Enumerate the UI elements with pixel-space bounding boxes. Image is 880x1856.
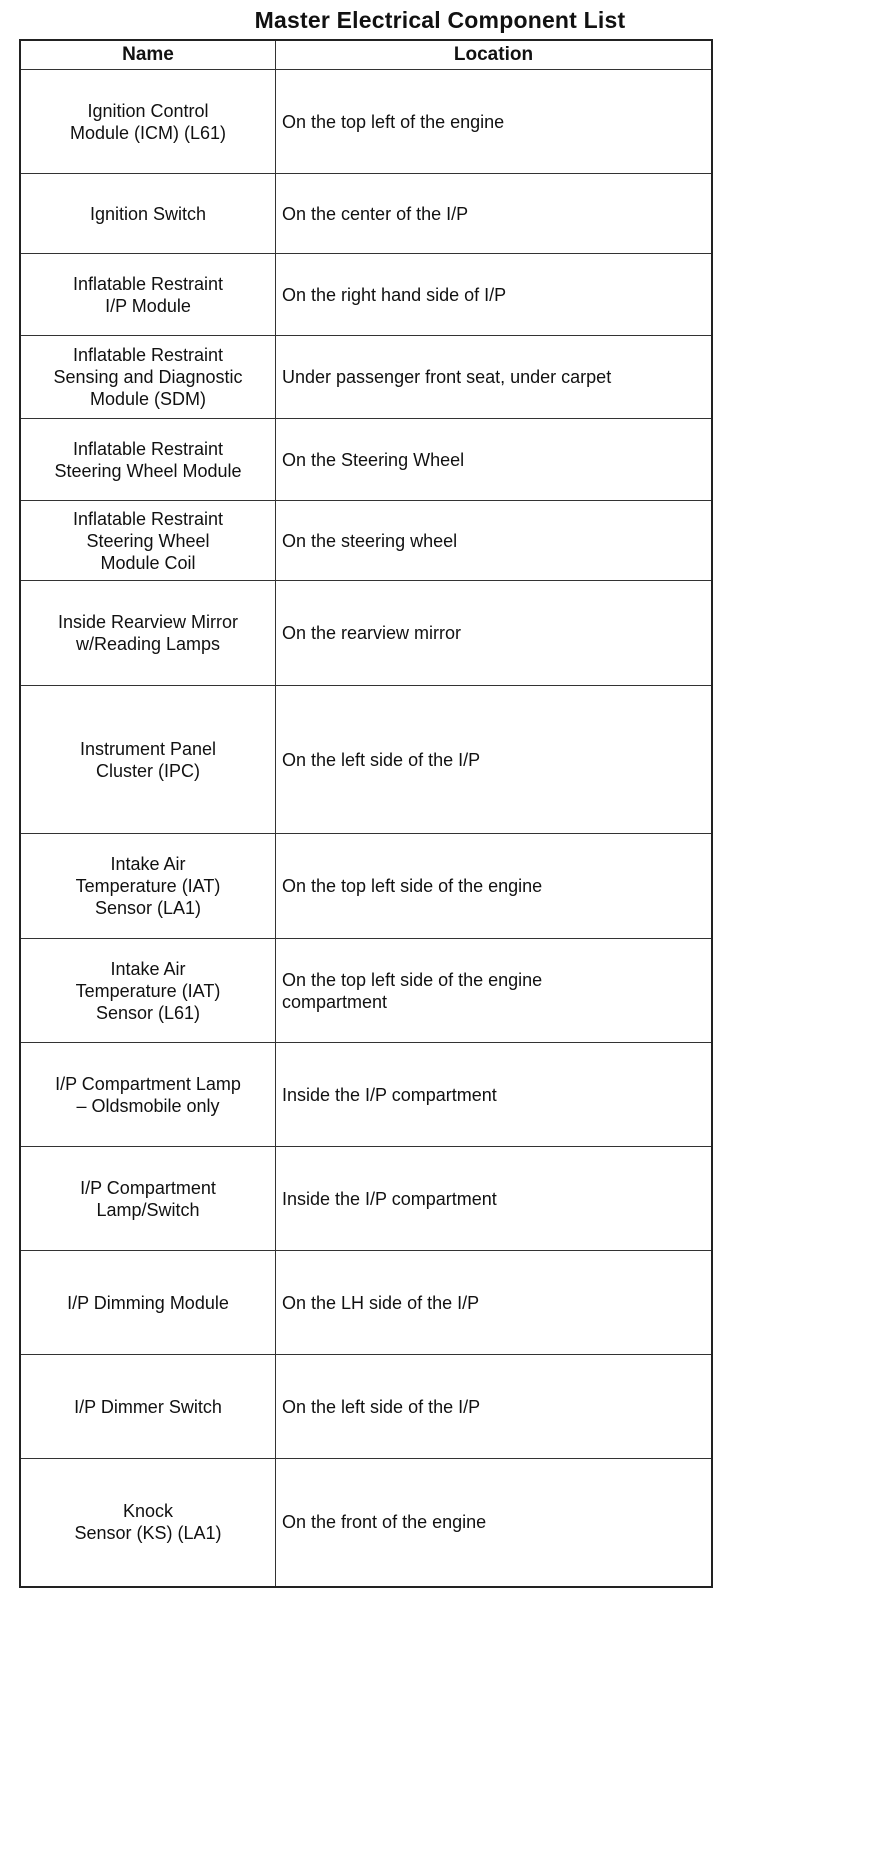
component-name: Intake Air Temperature (IAT) Sensor (L61): [20, 939, 276, 1043]
component-location: On the top left of the engine: [276, 70, 713, 174]
component-name: Instrument Panel Cluster (IPC): [20, 686, 276, 834]
component-location: On the LH side of the I/P: [276, 1251, 713, 1355]
component-location: On the right hand side of I/P: [276, 254, 713, 336]
column-header-name: Name: [20, 40, 276, 70]
table-row: [20, 686, 712, 834]
component-location: Inside the I/P compartment: [276, 1147, 713, 1251]
component-table: [19, 39, 713, 1588]
table-row: [20, 336, 712, 419]
component-name: Inflatable Restraint Sensing and Diagnostic Module (SDM): [20, 336, 276, 419]
table-row: [20, 1043, 712, 1147]
page-title: Master Electrical Component List: [254, 7, 626, 33]
table-row: [20, 834, 712, 939]
component-location: On the rearview mirror: [276, 581, 713, 686]
component-name: Intake Air Temperature (IAT) Sensor (LA1): [20, 834, 276, 939]
column-header-location: Location: [276, 40, 713, 70]
component-name: Inflatable Restraint I/P Module: [20, 254, 276, 336]
component-name: I/P Compartment Lamp/Switch: [20, 1147, 276, 1251]
table-row: [20, 501, 712, 581]
table-row: [20, 174, 712, 254]
table-row: [20, 1147, 712, 1251]
table-row: [20, 1355, 712, 1459]
component-location: Under passenger front seat, under carpet: [276, 336, 713, 419]
table-row: [20, 70, 712, 174]
table-row: [20, 1251, 712, 1355]
component-name: Ignition Switch: [20, 174, 276, 254]
table-row: [20, 419, 712, 501]
component-name: Inflatable Restraint Steering Wheel Module Coil: [20, 501, 276, 581]
component-location: On the left side of the I/P: [276, 686, 713, 834]
table-row: [20, 581, 712, 686]
component-location: On the center of the I/P: [276, 174, 713, 254]
component-name: Inside Rearview Mirror w/Reading Lamps: [20, 581, 276, 686]
component-name: I/P Compartment Lamp – Oldsmobile only: [20, 1043, 276, 1147]
component-location: On the front of the engine: [276, 1459, 713, 1587]
component-name: Inflatable Restraint Steering Wheel Module: [20, 419, 276, 501]
component-name: I/P Dimmer Switch: [20, 1355, 276, 1459]
table-row: [20, 939, 712, 1043]
component-location: On the Steering Wheel: [276, 419, 713, 501]
component-location: On the steering wheel: [276, 501, 713, 581]
component-location: On the top left side of the engine: [276, 834, 713, 939]
component-name: Knock Sensor (KS) (LA1): [20, 1459, 276, 1587]
component-location: On the top left side of the engine compartment: [276, 939, 713, 1043]
table-row: [20, 1459, 712, 1587]
table-row: [20, 254, 712, 336]
component-location: Inside the I/P compartment: [276, 1043, 713, 1147]
component-name: I/P Dimming Module: [20, 1251, 276, 1355]
component-name: Ignition Control Module (ICM) (L61): [20, 70, 276, 174]
component-location: On the left side of the I/P: [276, 1355, 713, 1459]
table-header-row: [20, 40, 712, 70]
